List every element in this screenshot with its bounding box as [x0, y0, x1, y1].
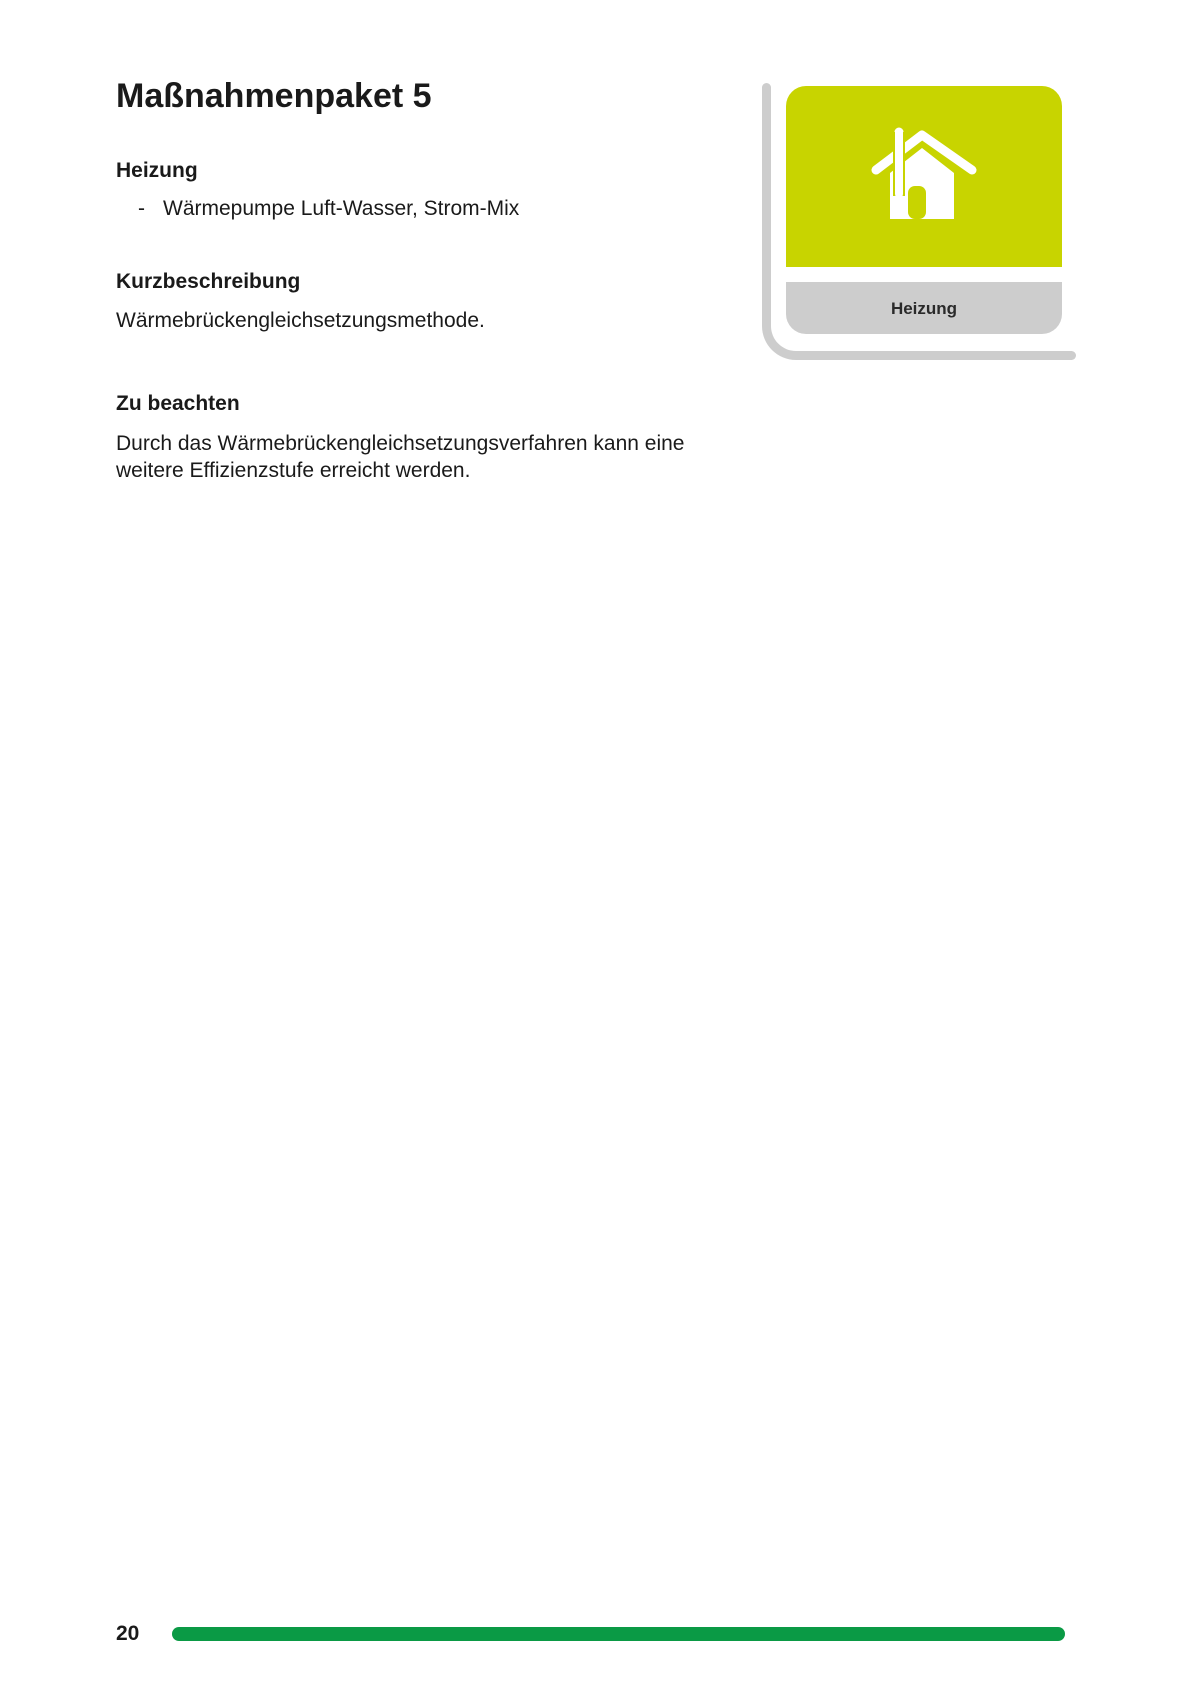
category-card-heizung [786, 86, 1062, 334]
house-chimney-icon [868, 126, 980, 226]
heading-kurzbeschreibung: Kurzbeschreibung [116, 270, 301, 293]
card-label-area [786, 282, 1062, 334]
card-label: Heizung [890, 299, 958, 318]
list-item [116, 195, 519, 222]
heizung-list [116, 195, 519, 222]
kurzbeschreibung-text: Wärmebrückengleichsetzungsmethode. [116, 309, 485, 332]
page-number: 20 [116, 1622, 140, 1645]
heading-heizung: Heizung [116, 159, 198, 182]
heading-zu-beachten: Zu beachten [116, 392, 240, 415]
footer-bar [172, 1627, 1065, 1641]
zu-beachten-line: Durch das Wärmebrückengleichsetzungsverfahren kann eine [116, 432, 685, 455]
page-title: Maßnahmenpaket 5 [116, 77, 432, 115]
list-item-text: Wärmepumpe Luft-Wasser, Strom-Mix [163, 197, 520, 220]
zu-beachten-text [116, 430, 684, 484]
card-icon-area [786, 86, 1062, 267]
zu-beachten-line: weitere Effizienzstufe erreicht werden. [116, 459, 471, 482]
bullet-dash: - [138, 197, 145, 220]
